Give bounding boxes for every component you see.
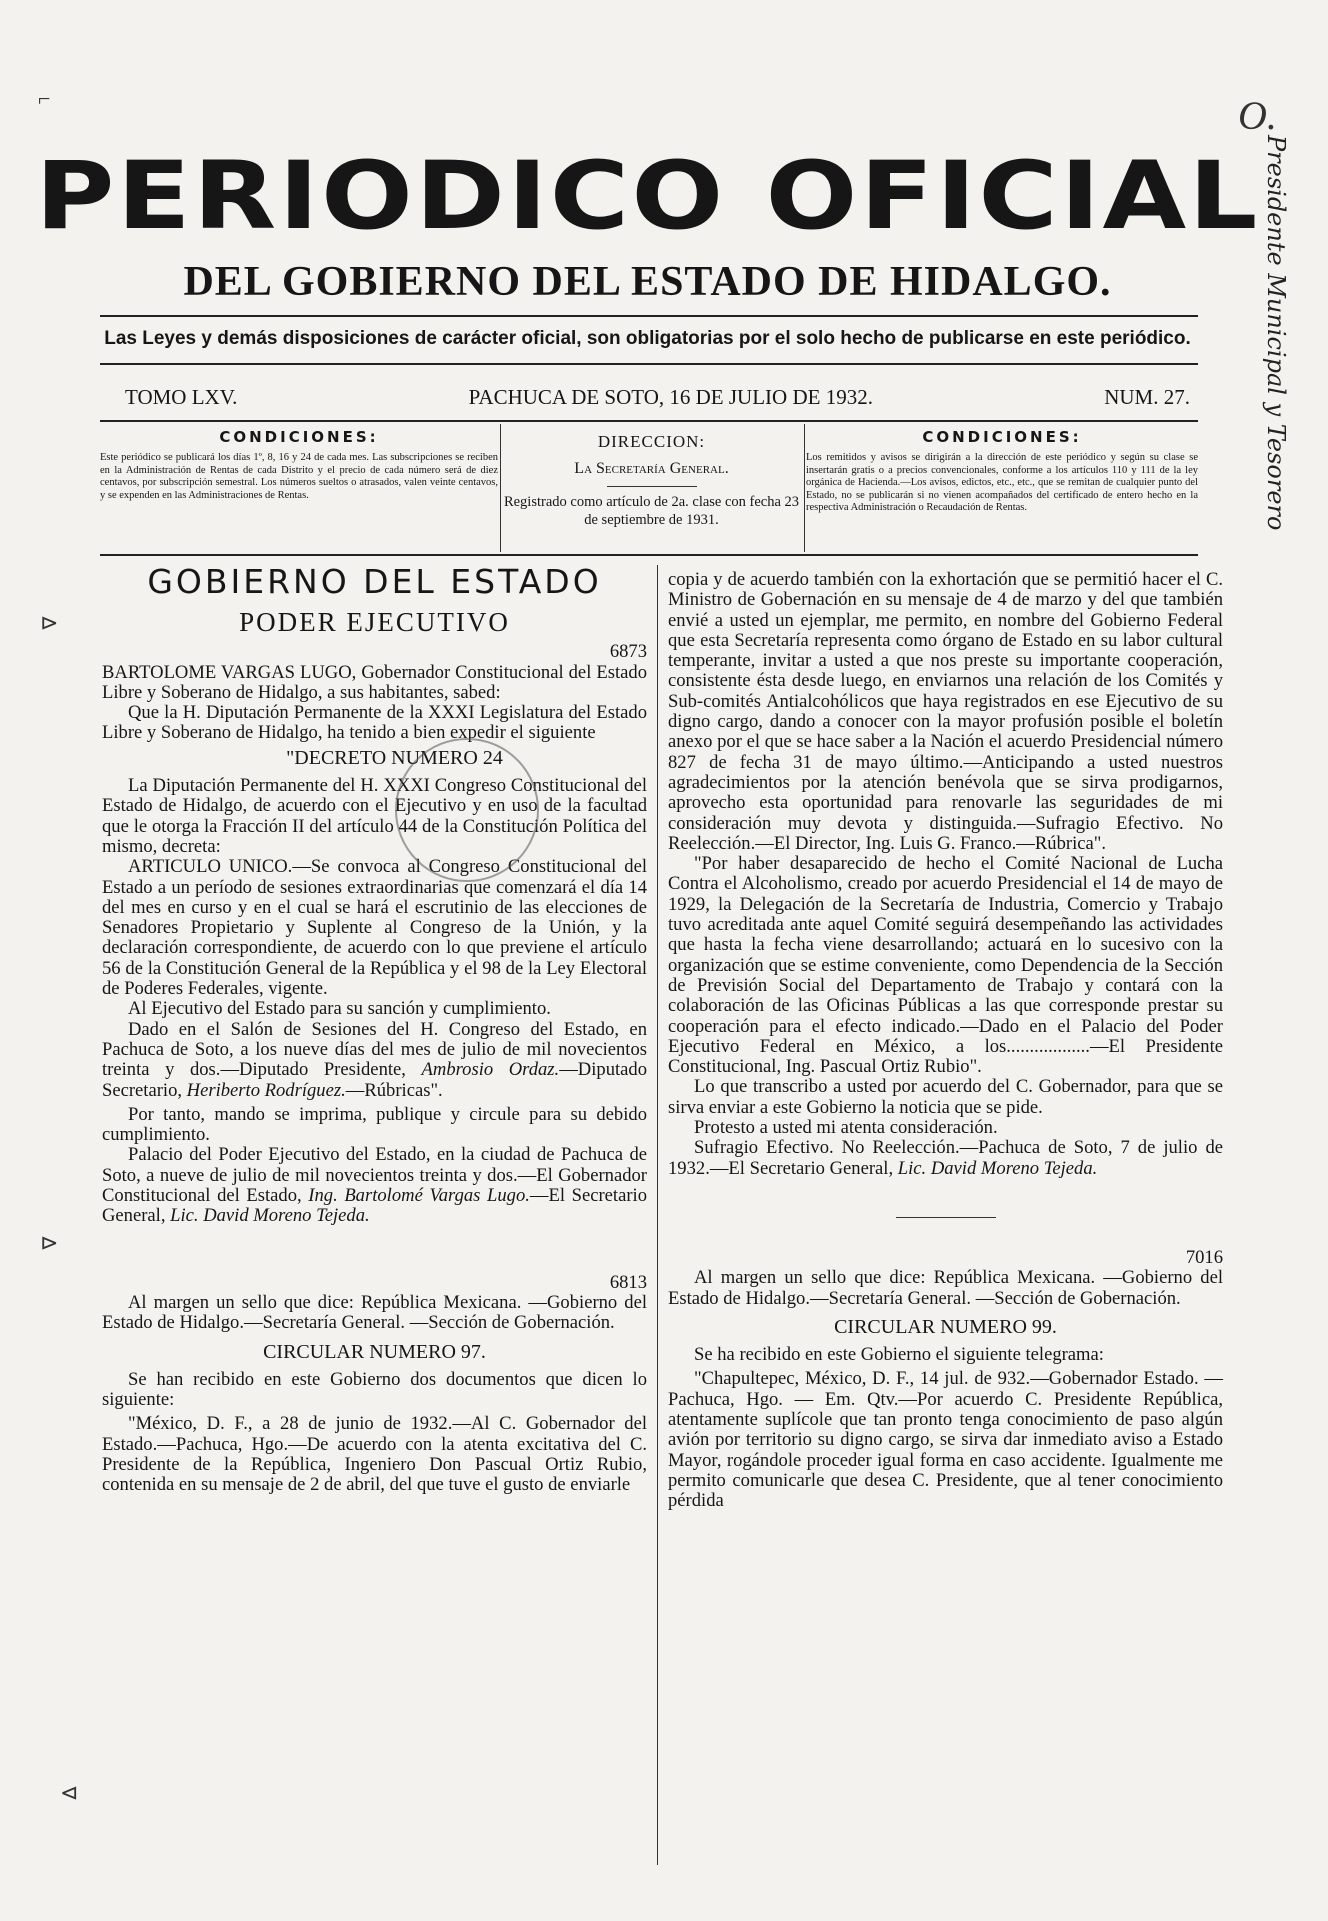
conditions-heading: CONDICIONES:: [922, 428, 1082, 446]
margin-mark: ⊳: [40, 610, 59, 635]
paragraph: "Chapultepec, México, D. F., 14 jul. de 932.—Gobernador Estado. — Pachuca, Hgo. — Em. Qtv.—Por acuerdo C. Presidente República, atentamente suplícole que tan pronto tenga conocimiento de paso algún avión por territorio su digno cargo, se sirva dar inmediato aviso a Estado Mayor, rogándole proceder igual forma en caso accidente. Igualmente me permito comunicarle que desea C. Presidente, que al tener conocimiento pérdida: [668, 1368, 1223, 1512]
direction-heading: DIRECCION:: [597, 432, 706, 451]
registration-note: Registrado como artículo de 2a. clase con fecha 23 de septiembre de 1931.: [503, 494, 800, 528]
left-column: [102, 562, 648, 1496]
circular-title: CIRCULAR NUMERO 97.: [263, 1340, 486, 1363]
header-rule: [100, 420, 1198, 422]
paragraph: La Diputación Permanente del H. XXXI Congreso Constitucional del Estado de Hidalgo, de acuerdo con el Ejecutivo y en uso de la facultad que le otorga la Fracción II del artículo 44 de la Constitución Política del mismo, decreta:: [102, 775, 647, 857]
paragraph: Al margen un sello que dice: República Mexicana. —Gobierno del Estado de Hidalgo.—Secretaría General. —Sección de Gobernación.: [102, 1291, 647, 1334]
issue-number: NUM. 27.: [1104, 385, 1190, 409]
box-divider: [804, 424, 805, 552]
section-subtitle: PODER EJECUTIVO: [239, 607, 510, 637]
paragraph: Al margen un sello que dice: República Mexicana. —Gobierno del Estado de Hidalgo.—Secretaría General. —Sección de Gobernación.: [668, 1267, 1223, 1309]
margin-mark: ⊳: [40, 1230, 59, 1255]
paragraph: BARTOLOME VARGAS LUGO, Gobernador Constitucional del Estado Libre y Soberano de Hidalgo, a sus habitantes, sabed:: [102, 661, 647, 703]
paragraph: "Por haber desaparecido de hecho el Comité Nacional de Lucha Contra el Alcoholismo, creado por acuerdo Presidencial el 14 de mayo de 1929, la Delegación de la Secretaría de Industria, Comercio y Trabajo tuvo acreditada ante aquel Comité seguirá desempeñando las actividades que hasta la fecha viene desarrollando; actuará en lo sucesivo con la organización que se estime conveniente, como Dependencia de la Sección de Previsión Social del Departamento de Trabajo y contará con la colaboración de las Oficinas Públicas a las que corresponde prestar su cooperación para el efecto indicado.—Dado en el Palacio del Poder Ejecutivo Federal en México, a los..................—El Presidente Constitucional, Ing. Pascual Ortiz Rubio".: [668, 853, 1223, 1078]
paragraph: Al Ejecutivo del Estado para su sanción y cumplimiento.: [128, 998, 551, 1020]
paragraph: Lo que transcribo a usted por acuerdo del C. Gobernador, para que se sirva enviar a este Gobierno la noticia que se pide.: [668, 1076, 1223, 1118]
circular-title: CIRCULAR NUMERO 99.: [834, 1315, 1057, 1338]
margin-mark: ⊲: [60, 1780, 79, 1805]
conditions-right-box: [806, 428, 1198, 515]
tomo: TOMO LXV.: [125, 385, 238, 409]
conditions-heading: CONDICIONES:: [219, 428, 379, 446]
paragraph: Palacio del Poder Ejecutivo del Estado, en la ciudad de Pachuca de Soto, a nueve de julio de mil novecientos treinta y dos.—El Gobernador Constitucional del Estado, Ing. Bartolomé Vargas Lugo.—El Secretario General, Lic. David Moreno Tejeda.: [102, 1144, 648, 1227]
decree-title: "DECRETO NUMERO 24: [286, 746, 503, 769]
header-rule: [100, 315, 1198, 317]
paragraph: Que la H. Diputación Permanente de la XXXI Legislatura del Estado Libre y Soberano de Hidalgo, ha tenido a bien expedir el siguiente: [102, 702, 647, 744]
paragraph: Se han recibido en este Gobierno dos documentos que dicen lo siguiente:: [102, 1368, 647, 1411]
header-rule: [100, 554, 1198, 556]
section-separator: [896, 1217, 996, 1218]
document-number: 6813: [609, 1271, 647, 1293]
paragraph: Protesto a usted mi atenta consideración.: [694, 1117, 998, 1139]
place-date: PACHUCA DE SOTO, 16 DE JULIO DE 1932.: [468, 385, 873, 409]
paragraph: ARTICULO UNICO.—Se convoca al Congreso Constitucional del Estado a un período de sesiones extraordinarias que comenzará el día 14 del mes en curso y en el cual se hará el escrutinio de las elecciones de Senadores Propietario y Suplente al Congreso de la Unión, y la declaración correspondiente, de acuerdo con lo que previene el artículo 56 de la Constitución General de la República y el 98 de la Ley Electoral de Poderes Federales, vigente.: [102, 856, 647, 1000]
conditions-text: Los remitidos y avisos se dirigirán a la dirección de este periódico y según su clase se insertarán gratis o a precios convencionales, conforme a los artículos 110 y 111 de la ley orgánica de Hacienda.—Los avisos, edictos, etc., etc., que se remitan de cualquier punto del Estado, no se publicarán si no vienen acompañados del certificado de entero hecho en la respectiva Administración o Recaudación de Rentas.: [806, 452, 1198, 513]
paragraph: Se ha recibido en este Gobierno el siguiente telegrama:: [694, 1344, 1104, 1366]
document-number: 7016: [1185, 1246, 1223, 1268]
column-divider: [657, 565, 658, 1865]
margin-mark: ⌐: [38, 86, 51, 111]
conditions-left-box: [100, 428, 498, 502]
direction-office: La Secretaría General.: [574, 460, 729, 477]
handwritten-margin-note: Presidente Municipal y Tesorero: [1262, 135, 1290, 531]
section-title: GOBIERNO DEL ESTADO: [147, 562, 602, 601]
document-number: 6873: [609, 641, 647, 663]
legal-notice: Las Leyes y demás disposiciones de carácter oficial, son obligatorias por el solo hecho de publicarse en este periódico.: [104, 328, 1191, 349]
official-stamp: [395, 738, 539, 882]
right-column: [668, 570, 1223, 1511]
newspaper-title: PERIODICO OFICIAL: [35, 142, 1260, 251]
handwritten-letter: O.: [1238, 93, 1277, 138]
paragraph: Por tanto, mando se imprima, publique y circule para su debido cumplimiento.: [102, 1103, 647, 1146]
newspaper-subtitle: DEL GOBIERNO DEL ESTADO DE HIDALGO.: [183, 259, 1112, 305]
direction-box: [500, 428, 803, 529]
conditions-text: Este periódico se publicará los días 1º, 8, 16 y 24 de cada mes. Las subscripciones se reciben en la Administración de Rentas de cada Distrito y el precio de cada número será de diez centavos, por subscripción semestral. Los números sueltos o atrasados, valen veinte centavos, y se expenden en las Administraciones de Rentas.: [100, 452, 498, 501]
paragraph: "México, D. F., a 28 de junio de 1932.—Al C. Gobernador del Estado.—Pachuca, Hgo.—De acuerdo con la atenta excitativa del C. Presidente de la República, Ingeniero Don Pascual Ortiz Rubio, contenida en su mensaje de 2 de abril, del que tuve el gusto de enviarle: [102, 1413, 647, 1496]
paragraph: Sufragio Efectivo. No Reelección.—Pachuca de Soto, 7 de julio de 1932.—El Secretario General, Lic. David Moreno Tejeda.: [668, 1137, 1223, 1179]
paragraph: Dado en el Salón de Sesiones del H. Congreso del Estado, en Pachuca de Soto, a los nueve días del mes de julio de mil novecientos treinta y dos.—Diputado Presidente, Ambrosio Ordaz.—Diputado Secretario, Heriberto Rodríguez.—Rúbricas".: [102, 1018, 647, 1101]
issue-info: [125, 385, 1190, 410]
paragraph: copia y de acuerdo también con la exhortación que se permitió hacer el C. Ministro de Gobernación en su mensaje de 4 de marzo y del que también envié a usted un ejemplar, me permito, en nombre del Gobierno Federal que esta Secretaría representa como órgano de Estado en su labor cultural temperante, invitar a usted a que nos preste su importante cooperación, consistente ésta desde luego, en enviarnos una relación de los Comités y Sub-comités Antialcohólicos que haya registrados en ese Ejecutivo de su digno cargo, dando a conocer con la mayor profusión posible el boletín anexo por el que se hace saber a la Nación el acuerdo Presidencial número 827 de fecha 31 de mayo último.—Anticipando a usted nuestros agradecimientos por la atención benévola que se sirva prodigarnos, aprovecho esta oportunidad para renovarle las seguridades de mi consideración muy devota y distinguida.—Sufragio Efectivo. No Reelección.—El Director, Ing. Luis G. Franco.—Rúbrica".: [668, 569, 1223, 854]
header-rule: [100, 363, 1198, 365]
